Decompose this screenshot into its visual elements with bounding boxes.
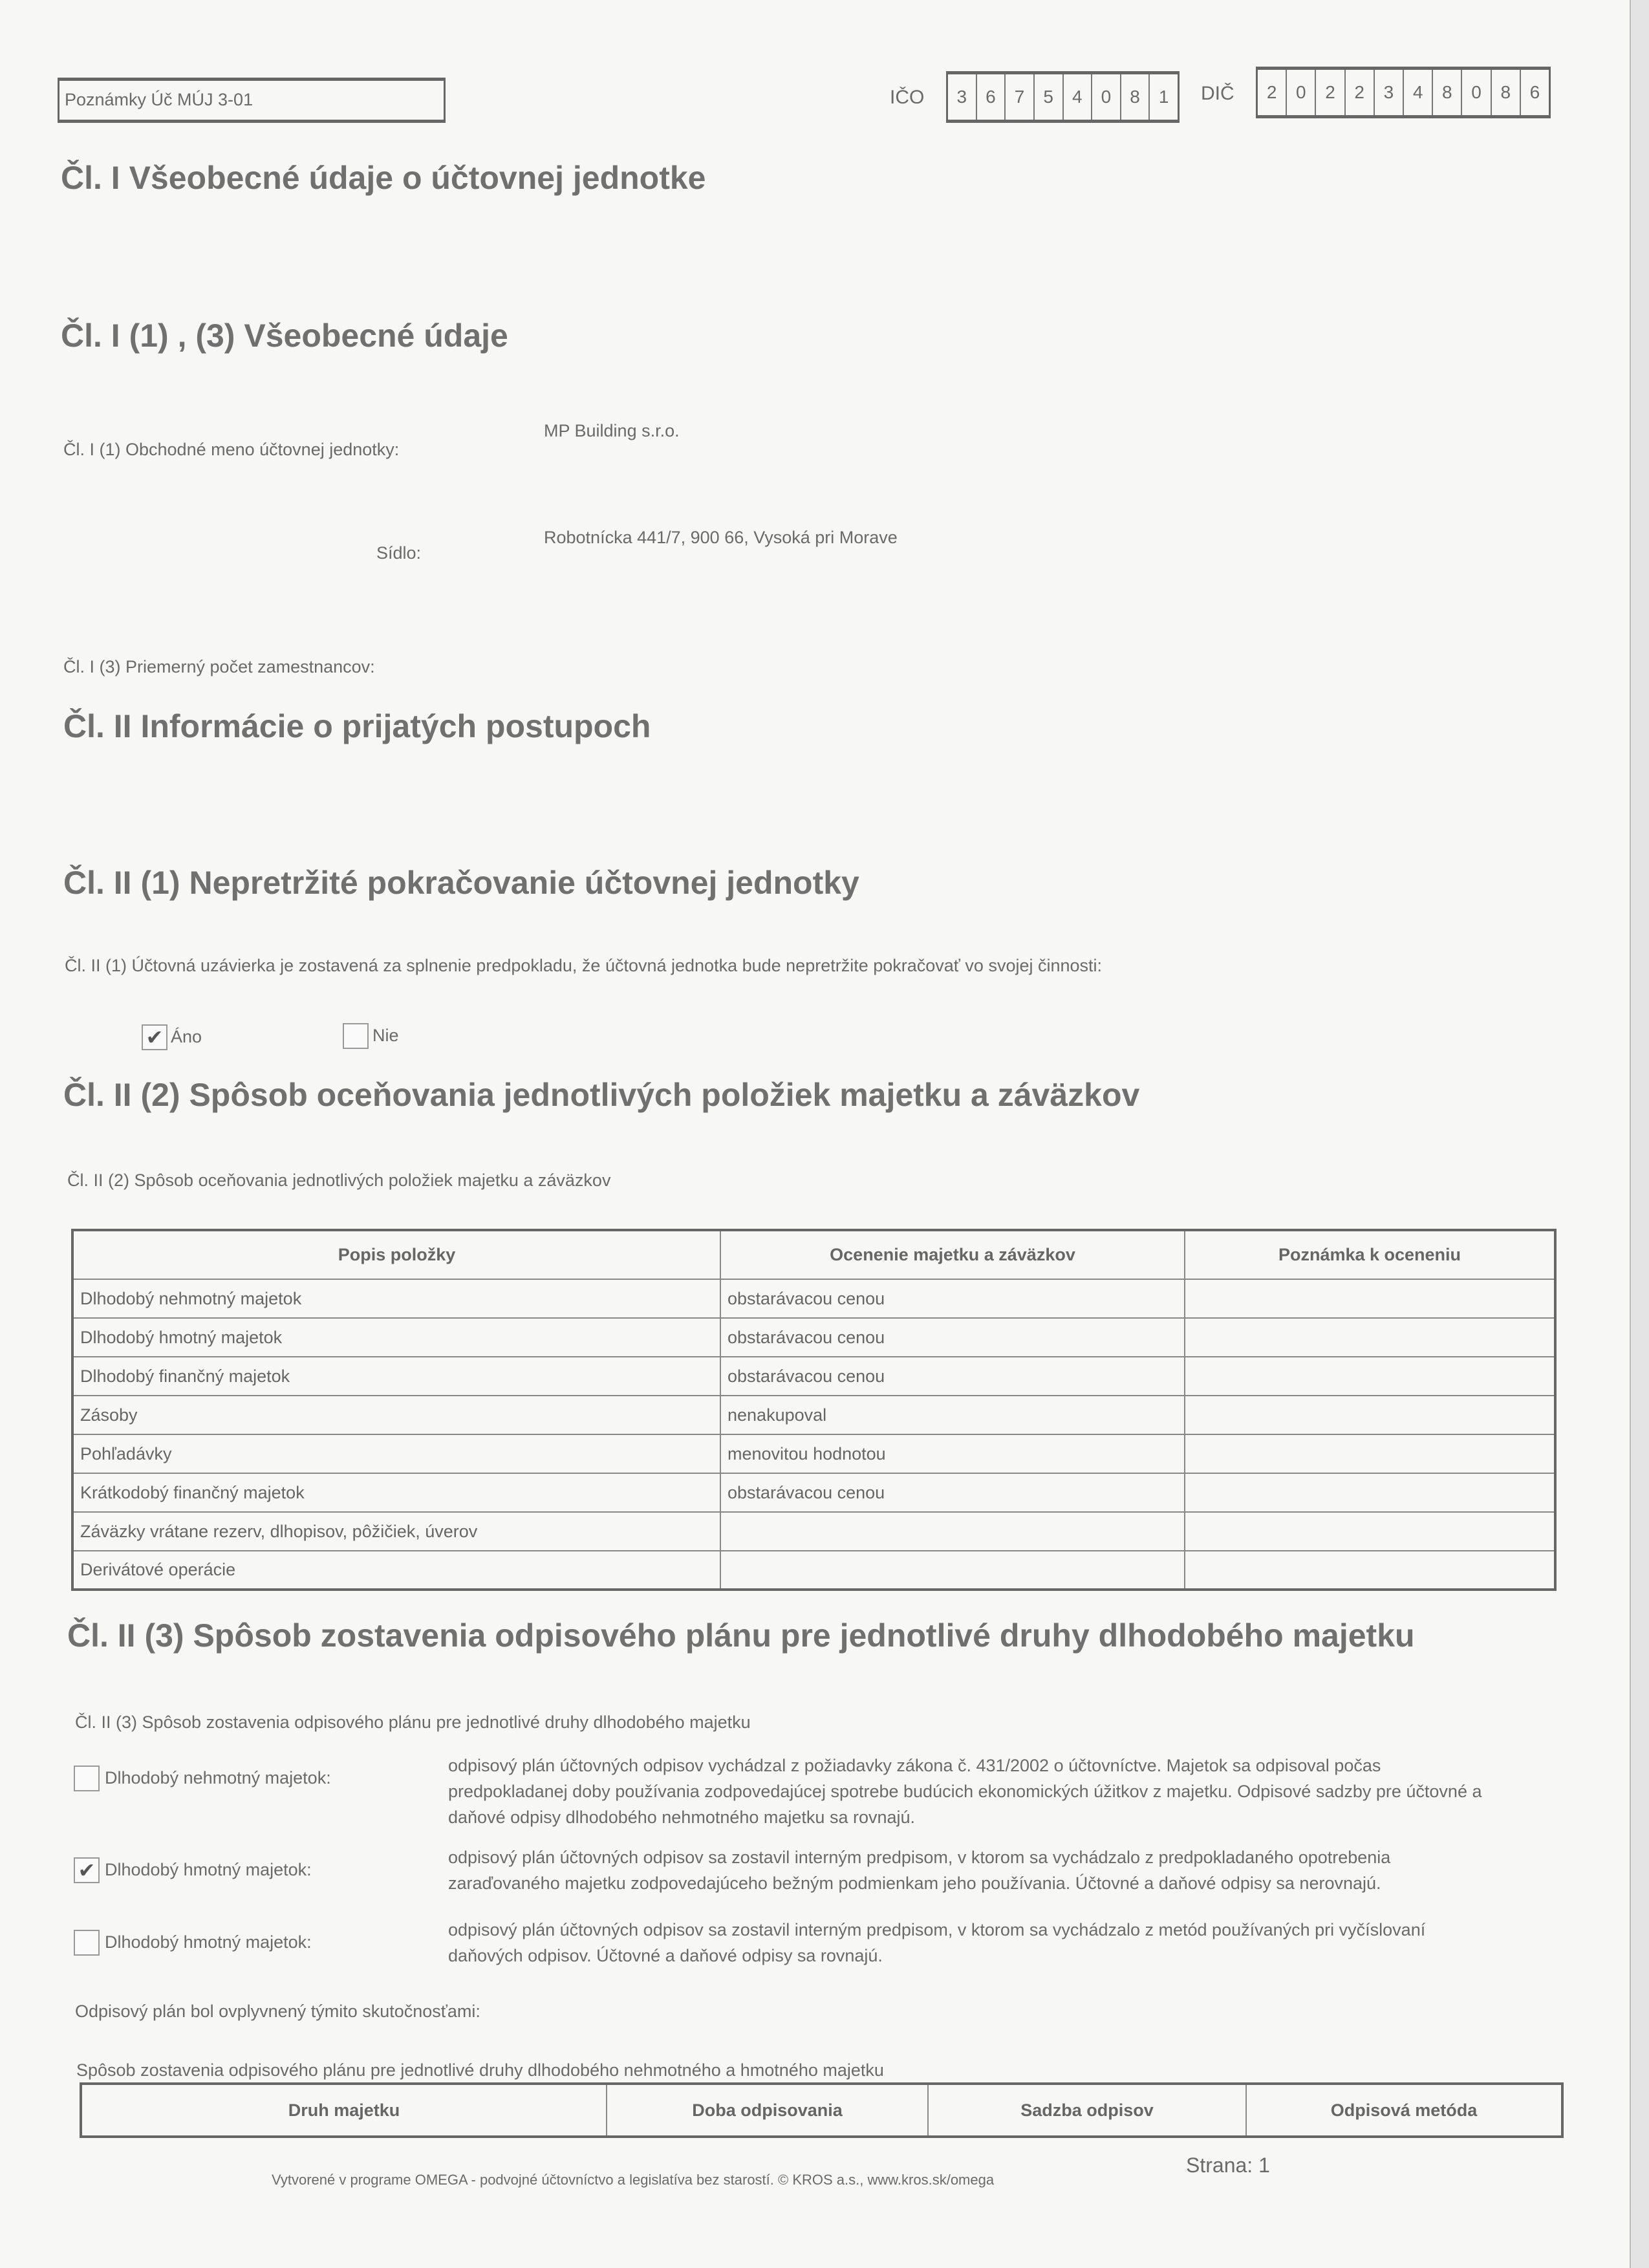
depreciation-item-text: odpisový plán účtovných odpisov vychádzal z požiadavky zákona č. 431/2002 o účtovníctve. Majetok sa odpisoval počas predpokladanej doby používania zodpovedajúcej spotrebe budúcich ekonomických úžitkov z majetku. Odpisové sadzby pre účtovné a daňové odpisy dlhodobého nehmotného majetku sa rovnajú. bbox=[448, 1756, 1482, 1827]
digit-cell: 1 bbox=[1148, 74, 1178, 120]
valuation-cell: menovitou hodnotou bbox=[720, 1434, 1185, 1473]
table-row bbox=[72, 1434, 1555, 1473]
digit-cell: 3 bbox=[1374, 70, 1403, 115]
digit-cell: 8 bbox=[1491, 70, 1520, 115]
digit-cell: 2 bbox=[1344, 70, 1374, 115]
going-concern-text: Čl. II (1) Účtovná uzávierka je zostavená za splnenie predpokladu, že účtovná jednotka bude nepretržite pokračovať vo svojej činnosti: bbox=[65, 956, 1103, 975]
ico-label: IČO bbox=[890, 87, 925, 108]
section-1-title: Čl. I Všeobecné údaje o účtovnej jednotke bbox=[61, 160, 706, 196]
digit-cell: 2 bbox=[1266, 82, 1277, 102]
form-label-box bbox=[58, 78, 446, 123]
item-cell: Dlhodobý nehmotný majetok bbox=[72, 1279, 720, 1318]
table-row bbox=[72, 1279, 1555, 1318]
depreciation-item-text: odpisový plán účtovných odpisov sa zostavil interným predpisom, v ktorom sa vychádzalo z metód používaných pri vyčíslovaní daňových odpisov. Účtovné a daňové odpisy sa rovnajú. bbox=[448, 1920, 1426, 1965]
section-2-2-title: Čl. II (2) Spôsob oceňovania jednotlivých položiek majetku a záväzkov bbox=[63, 1077, 1140, 1113]
table-row bbox=[72, 1318, 1555, 1357]
note-cell bbox=[1185, 1279, 1555, 1318]
company-name-value: MP Building s.r.o. bbox=[544, 421, 680, 440]
digit-cell: 4 bbox=[1062, 74, 1092, 120]
note-cell bbox=[1185, 1434, 1555, 1473]
ico-field bbox=[946, 71, 1180, 123]
dic-label: DIČ bbox=[1201, 83, 1234, 104]
valuation-cell bbox=[720, 1512, 1185, 1551]
item-cell: Záväzky vrátane rezerv, dlhopisov, pôžičiek, úverov bbox=[72, 1512, 720, 1551]
col-header: Odpisová metóda bbox=[1246, 2084, 1562, 2137]
influenced-label: Odpisový plán bol ovplyvnený týmito skutočnosťami: bbox=[75, 2002, 480, 2021]
section-2-3-title: Čl. II (3) Spôsob zostavenia odpisového plánu pre jednotlivé druhy dlhodobého majetku bbox=[67, 1617, 1415, 1654]
digit-cell: 7 bbox=[1004, 74, 1033, 120]
no-label: Nie bbox=[372, 1026, 399, 1045]
item-cell: Krátkodobý finančný majetok bbox=[72, 1473, 720, 1512]
depreciation-item-text: odpisový plán účtovných odpisov sa zostavil interným predpisom, v ktorom sa vychádzalo z predpokladaného opotrebenia zaraďovaného majetku zodpovedajúceho bežným podmienkam jeho používania. Účtovné a daňové odpisy sa nerovnajú. bbox=[448, 1848, 1391, 1893]
depreciation-text: Čl. II (3) Spôsob zostavenia odpisového plánu pre jednotlivé druhy dlhodobého majetku bbox=[75, 1712, 751, 1732]
note-cell bbox=[1185, 1512, 1555, 1551]
depreciation-item-label: Dlhodobý nehmotný majetok: bbox=[105, 1768, 331, 1787]
page-number: Strana: 1 bbox=[1186, 2154, 1270, 2177]
item-cell: Dlhodobý finančný majetok bbox=[72, 1357, 720, 1396]
digit-cell: 4 bbox=[1403, 70, 1432, 115]
digit-cell: 6 bbox=[1520, 70, 1549, 115]
employees-label: Čl. I (3) Priemerný počet zamestnancov: bbox=[63, 657, 375, 676]
depreciation-checkbox[interactable]: ✔ bbox=[74, 1857, 100, 1883]
col-header: Sadzba odpisov bbox=[928, 2084, 1246, 2137]
valuation-cell: obstarávacou cenou bbox=[720, 1473, 1185, 1512]
valuation-text: Čl. II (2) Spôsob oceňovania jednotlivých položiek majetku a záväzkov bbox=[67, 1171, 611, 1190]
depreciation-item-label: Dlhodobý hmotný majetok: bbox=[105, 1860, 312, 1879]
section-2-title: Čl. II Informácie o prijatých postupoch bbox=[63, 708, 651, 744]
form-label: Poznámky Úč MÚJ 3-01 bbox=[65, 90, 253, 109]
table-row bbox=[72, 1512, 1555, 1551]
valuation-cell: nenakupoval bbox=[720, 1396, 1185, 1434]
page-edge bbox=[1630, 0, 1649, 2268]
section-2-1-title: Čl. II (1) Nepretržité pokračovanie účtovnej jednotky bbox=[63, 865, 859, 901]
item-cell: Zásoby bbox=[72, 1396, 720, 1434]
valuation-cell: obstarávacou cenou bbox=[720, 1318, 1185, 1357]
digit-cell: 0 bbox=[1286, 70, 1315, 115]
company-name-label: Čl. I (1) Obchodné meno účtovnej jednotky: bbox=[63, 440, 400, 459]
depreciation-checkbox[interactable] bbox=[74, 1930, 100, 1956]
note-cell bbox=[1185, 1396, 1555, 1434]
digit-cell: 0 bbox=[1461, 70, 1490, 115]
valuation-cell: obstarávacou cenou bbox=[720, 1279, 1185, 1318]
no-checkbox[interactable] bbox=[343, 1023, 369, 1049]
note-cell bbox=[1185, 1318, 1555, 1357]
col-header: Doba odpisovania bbox=[607, 2084, 928, 2137]
seat-value: Robotnícka 441/7, 900 66, Vysoká pri Morave bbox=[544, 528, 898, 547]
item-cell: Derivátové operácie bbox=[72, 1551, 720, 1590]
col-header: Poznámka k oceneniu bbox=[1185, 1230, 1555, 1279]
table-row bbox=[72, 1551, 1555, 1590]
col-header: Ocenenie majetku a záväzkov bbox=[720, 1230, 1185, 1279]
item-cell: Dlhodobý hmotný majetok bbox=[72, 1318, 720, 1357]
footer-credit: Vytvorené v programe OMEGA - podvojné účtovníctvo a legislatíva bez starostí. © KROS a.s., www.kros.sk/omega bbox=[272, 2172, 995, 2188]
digit-cell: 5 bbox=[1033, 74, 1062, 120]
plan-table bbox=[80, 2082, 1564, 2138]
digit-cell: 3 bbox=[956, 87, 967, 107]
item-cell: Pohľadávky bbox=[72, 1434, 720, 1473]
seat-label: Sídlo: bbox=[376, 543, 422, 563]
note-cell bbox=[1185, 1551, 1555, 1590]
digit-cell: 2 bbox=[1315, 70, 1344, 115]
digit-cell: 6 bbox=[976, 74, 1005, 120]
note-cell bbox=[1185, 1473, 1555, 1512]
valuation-table bbox=[71, 1229, 1557, 1591]
col-header: Popis položky bbox=[72, 1230, 720, 1279]
digit-cell: 8 bbox=[1432, 70, 1461, 115]
yes-label: Áno bbox=[171, 1027, 202, 1046]
table-row bbox=[72, 1473, 1555, 1512]
plan-caption: Spôsob zostavenia odpisového plánu pre jednotlivé druhy dlhodobého nehmotného a hmotného majetku bbox=[76, 2060, 884, 2080]
digit-cell: 0 bbox=[1091, 74, 1120, 120]
section-1-sub: Čl. I (1) , (3) Všeobecné údaje bbox=[61, 318, 508, 354]
digit-cell: 8 bbox=[1120, 74, 1149, 120]
valuation-cell bbox=[720, 1551, 1185, 1590]
depreciation-item-label: Dlhodobý hmotný majetok: bbox=[105, 1932, 312, 1952]
note-cell bbox=[1185, 1357, 1555, 1396]
yes-checkbox[interactable]: ✔ bbox=[142, 1024, 167, 1050]
col-header: Druh majetku bbox=[81, 2084, 607, 2137]
dic-field bbox=[1256, 67, 1551, 118]
valuation-cell: obstarávacou cenou bbox=[720, 1357, 1185, 1396]
depreciation-checkbox[interactable] bbox=[74, 1766, 100, 1791]
table-row bbox=[72, 1396, 1555, 1434]
table-row bbox=[72, 1357, 1555, 1396]
